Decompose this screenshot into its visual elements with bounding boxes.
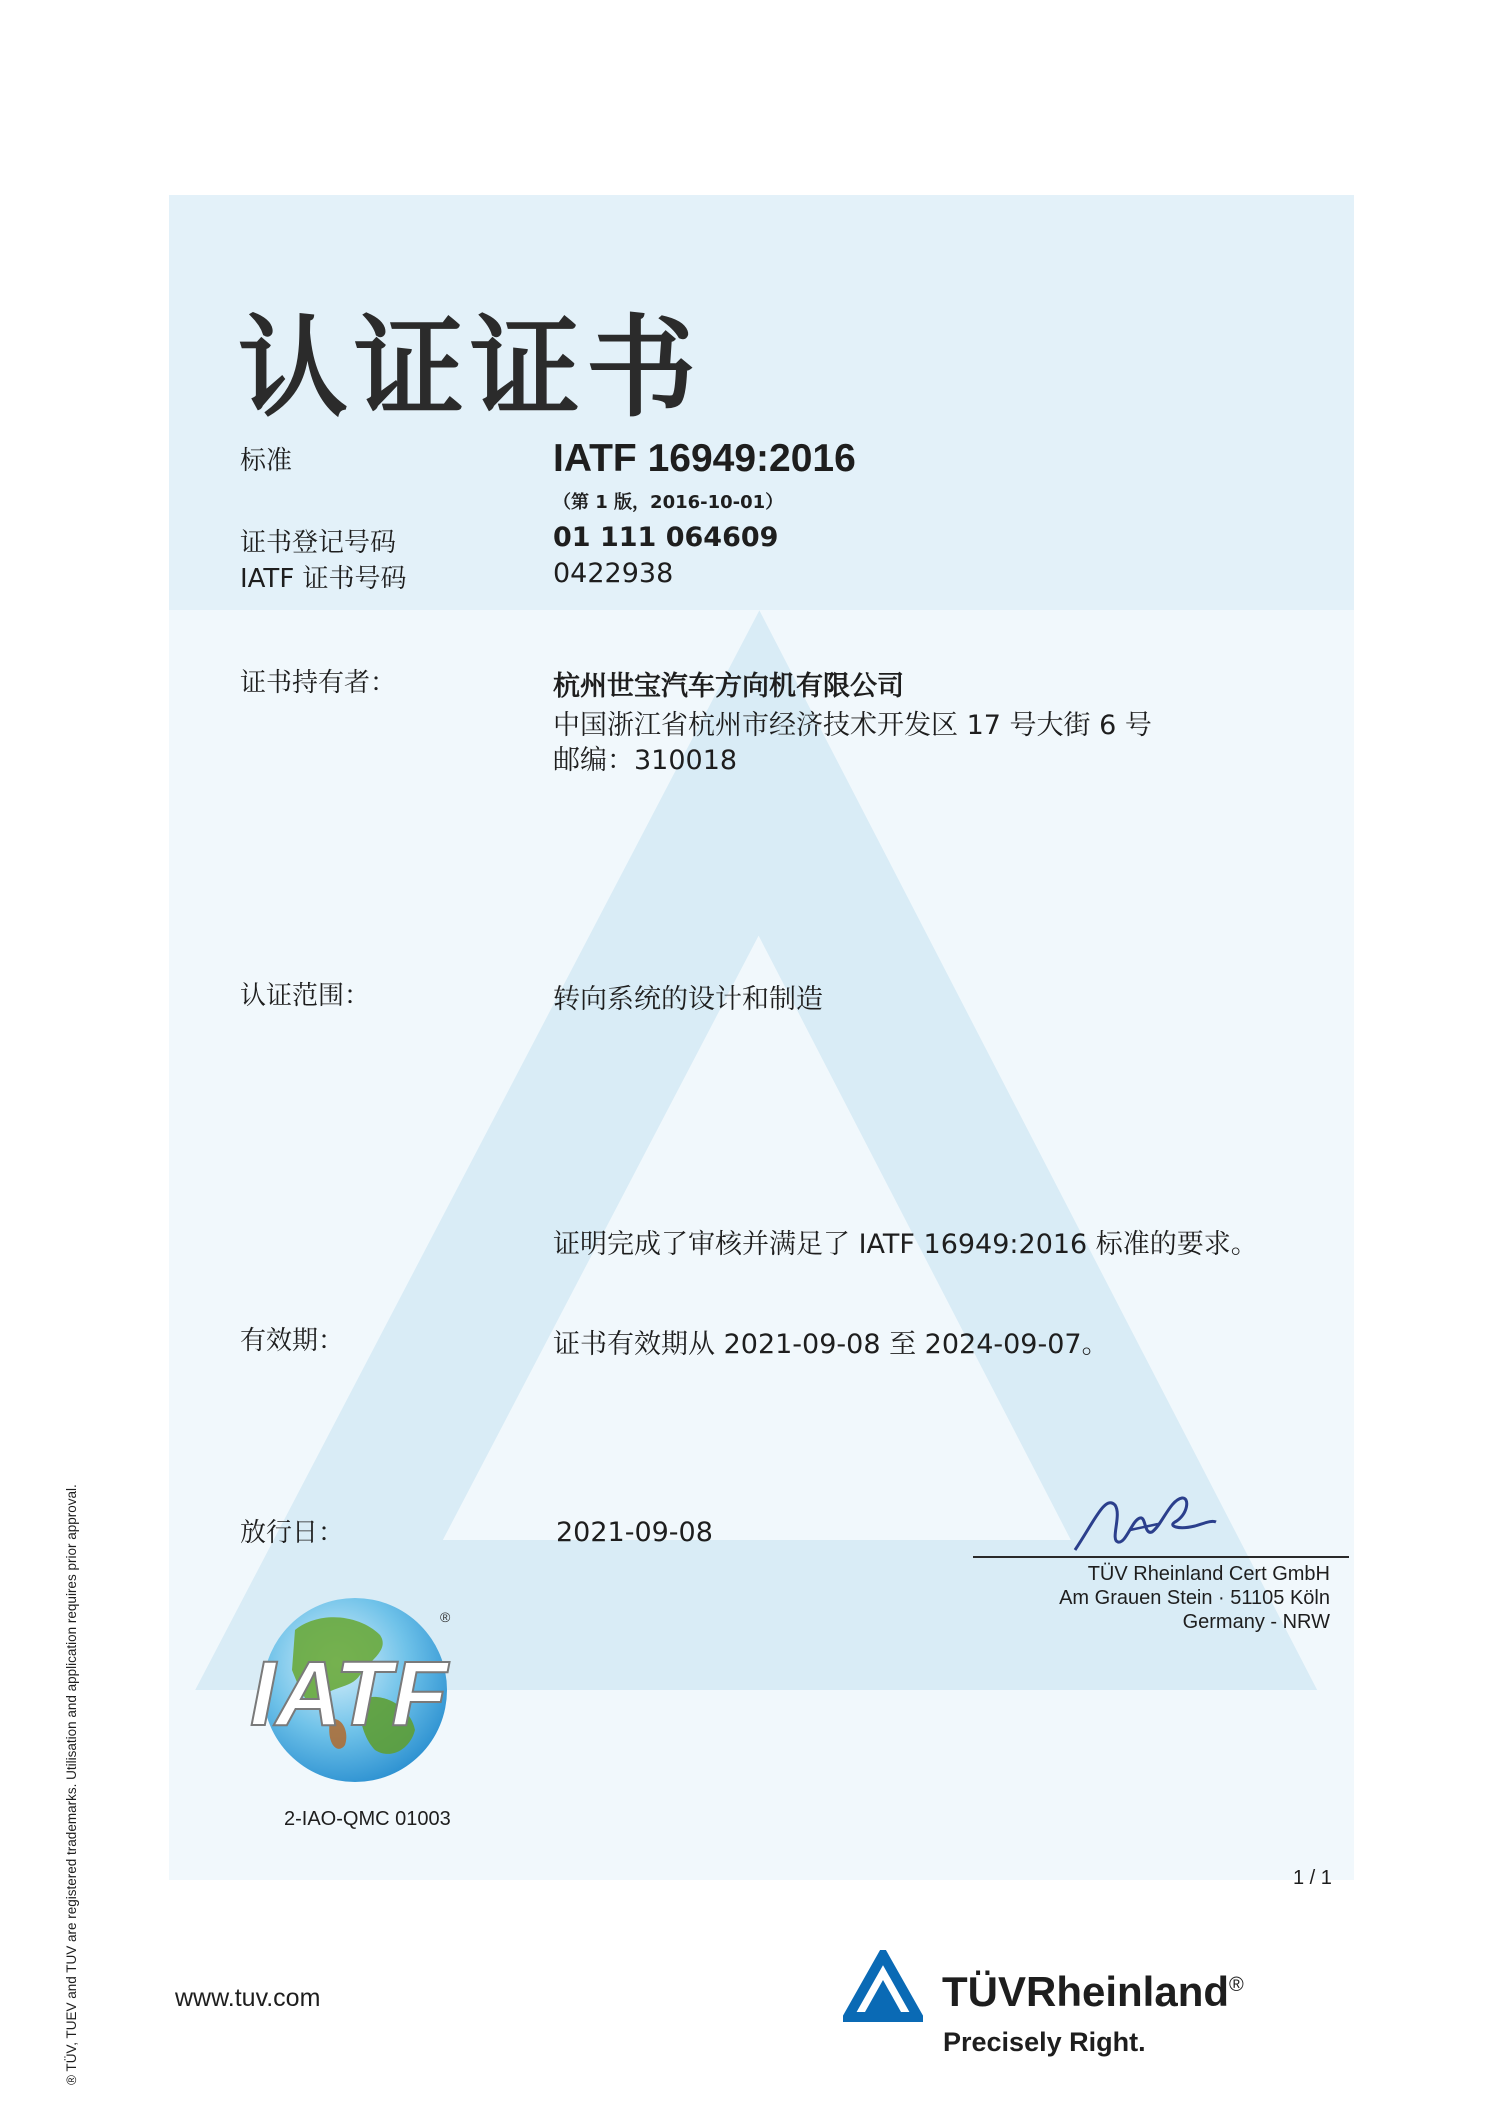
registration-label: 证书登记号码	[240, 528, 397, 558]
tuv-logo-icon	[843, 1950, 923, 2022]
brand-slogan: Precisely Right.	[943, 2027, 1146, 2057]
validity-label: 有效期：	[240, 1326, 345, 1356]
holder-postcode: 邮编：310018	[553, 745, 738, 776]
issue-date: 2021-09-08	[556, 1517, 713, 1548]
brand-registered: ®	[1229, 1974, 1244, 1996]
page-number: 1 / 1	[1293, 1867, 1332, 1889]
scope-value: 转向系统的设计和制造	[553, 984, 823, 1015]
issue-label: 放行日：	[240, 1518, 345, 1548]
website-link[interactable]: www.tuv.com	[175, 1984, 321, 2012]
signature-line	[973, 1556, 1349, 1558]
standard-value: IATF 16949:2016	[553, 437, 856, 480]
issuer-block	[1059, 1562, 1330, 1634]
page-title: 认证证书	[238, 304, 702, 432]
trademark-side-note: ® TÜV, TUEV and TUV are registered trademarks. Utilisation and application requires prior approval.	[64, 1484, 79, 2085]
brand-name-text: TÜVRheinland	[942, 1968, 1230, 2015]
iatf-logo-registered: ®	[440, 1609, 451, 1625]
scope-label: 认证范围：	[240, 981, 371, 1011]
holder-name: 杭州世宝汽车方向机有限公司	[553, 671, 904, 702]
iatf-logo-text: IATF	[250, 1643, 448, 1745]
iatf-code: 2-IAO-QMC 01003	[284, 1808, 451, 1830]
brand-name	[942, 1968, 1244, 2016]
holder-address: 中国浙江省杭州市经济技术开发区 17 号大街 6 号	[553, 710, 1152, 741]
issuer-address: Am Grauen Stein · 51105 Köln	[1059, 1587, 1330, 1609]
issuer-name: TÜV Rheinland Cert GmbH	[1087, 1563, 1330, 1585]
statement: 证明完成了审核并满足了 IATF 16949:2016 标准的要求。	[553, 1229, 1258, 1260]
holder-label: 证书持有者：	[240, 668, 397, 698]
iatf-cert-label: IATF 证书号码	[240, 564, 407, 594]
registration-value: 01 111 064609	[553, 522, 779, 553]
standard-label: 标准	[240, 446, 293, 476]
validity-value: 证书有效期从 2021-09-08 至 2024-09-07。	[553, 1329, 1109, 1360]
standard-edition: （第 1 版，2016-10-01）	[553, 492, 784, 513]
iatf-cert-value: 0422938	[553, 558, 674, 589]
signature-icon	[1070, 1480, 1220, 1560]
issuer-region: Germany - NRW	[1182, 1611, 1330, 1633]
iatf-logo	[240, 1590, 460, 1790]
